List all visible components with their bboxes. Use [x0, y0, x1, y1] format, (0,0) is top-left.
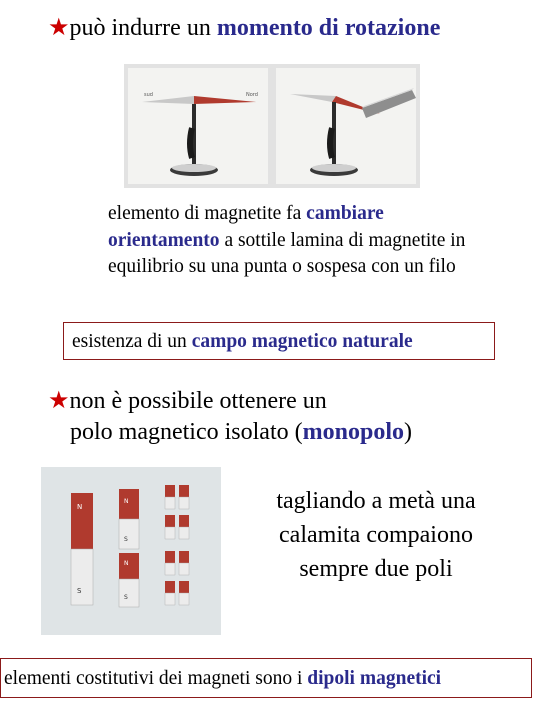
compass-needle-right-drawing: [276, 68, 416, 184]
heading-monopole-line2-prefix: polo magnetico isolato (: [70, 419, 303, 445]
half2-label-s: S: [124, 594, 128, 601]
dipoles-box: [0, 658, 532, 698]
paragraph-part1: elemento di magnetite fa: [108, 203, 307, 224]
heading-monopole-line1-text: non è possibile ottenere un: [69, 388, 327, 414]
compass-panel-left: [128, 68, 268, 184]
compass-needle-photo: [124, 64, 420, 188]
half1-label-s: S: [124, 536, 128, 543]
magnetite-paragraph: [108, 201, 498, 281]
star-bullet-icon: ★: [48, 388, 70, 414]
label-sud: sud: [144, 92, 153, 98]
magnet-label-n: N: [77, 503, 83, 511]
star-bullet-icon: ★: [48, 15, 70, 41]
paragraph-emphasis: cambiare orientamento: [108, 203, 384, 251]
box2-emphasis: dipoli magnetici: [307, 668, 442, 689]
heading-torque: [48, 13, 440, 42]
compass-panel-right: [276, 68, 416, 184]
box1-prefix: esistenza di un: [72, 331, 192, 352]
cutting-magnet-text: tagliando a metà una calamita compaiono sempre due poli: [276, 488, 476, 582]
heading-torque-emphasis: momento di rotazione: [216, 15, 441, 41]
heading-monopole-line2-suffix: ): [403, 419, 412, 445]
label-nord: Nord: [246, 92, 258, 98]
half2-label-n: N: [124, 560, 129, 567]
heading-torque-prefix: può indurre un: [69, 15, 217, 41]
natural-field-box: [63, 322, 495, 360]
box2-prefix: elementi costitutivi dei magneti sono i: [4, 668, 308, 689]
paragraph-part2: a sottile lamina di magnetite in equilibrio su una punta o sospesa con un filo: [108, 229, 466, 277]
magnet-label-s: S: [77, 587, 82, 595]
heading-monopole: [48, 386, 412, 448]
box1-emphasis: campo magnetico naturale: [191, 331, 413, 352]
cut-magnets-drawing: [41, 467, 221, 635]
cut-magnets-photo: [41, 467, 221, 635]
compass-needle-left-drawing: [128, 68, 268, 184]
heading-monopole-emphasis: monopolo: [302, 419, 404, 445]
heading-monopole-line1: [48, 386, 412, 417]
heading-monopole-line2: [48, 417, 412, 448]
half1-label-n: N: [124, 498, 129, 505]
